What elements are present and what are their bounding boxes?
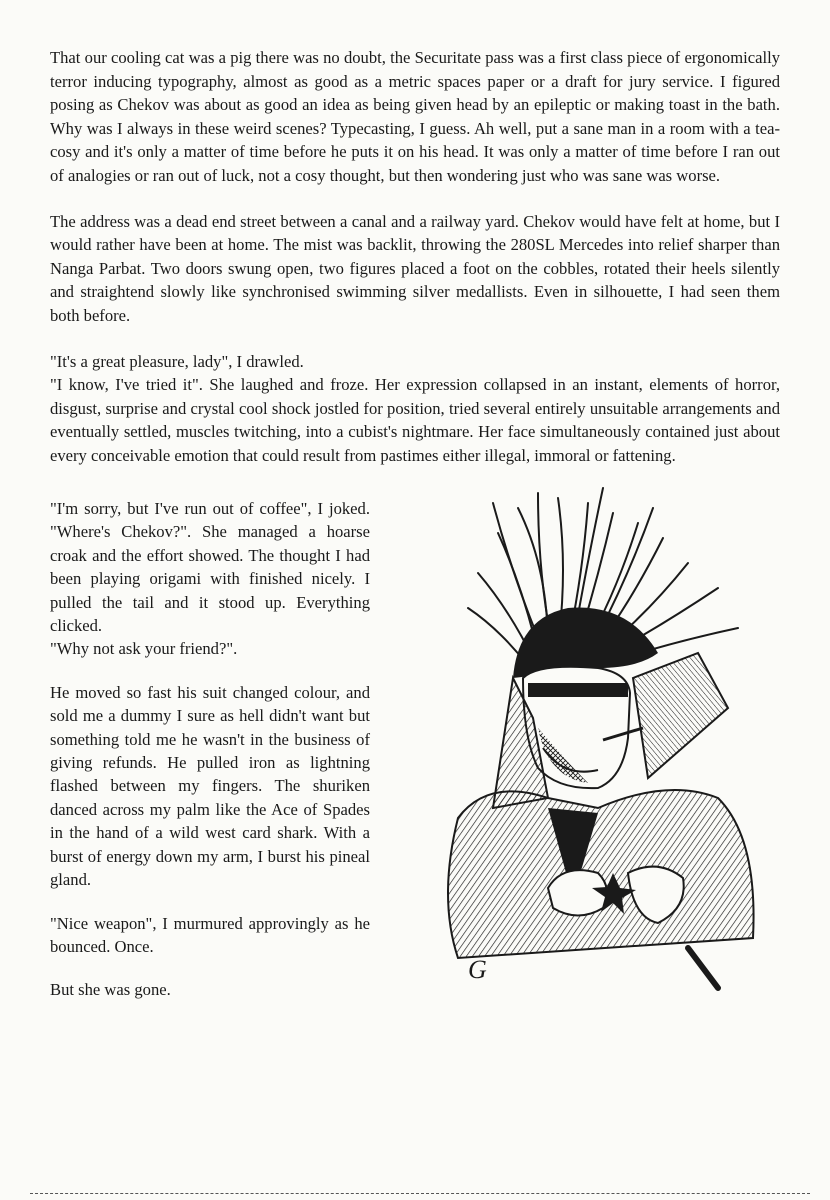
paragraph-4 (50, 497, 370, 661)
page-bottom-rule (30, 1193, 810, 1194)
left-hand (548, 870, 607, 915)
paragraph-4-line: "Why not ask your friend?". (50, 639, 238, 659)
dialogue-line-1: "It's a great pleasure, lady", I drawled. (50, 351, 304, 371)
paragraph-4-text: "I'm sorry, but I've run out of coffee", I joked. "Where's Chekov?". She managed a hoarse croak and the effort showed. The thought I had been playing origami with finished nicely. I pulled the tail and it stood up. Everything clicked. (50, 499, 370, 636)
collar-right (633, 653, 728, 778)
artist-signature: G (468, 955, 487, 984)
dialogue-block (50, 350, 780, 468)
paragraph-7: But she was gone. (50, 980, 171, 1000)
ink-illustration (398, 478, 778, 998)
story-text-column (50, 497, 370, 1022)
paragraph-5: He moved so fast his suit changed colour, and sold me a dummy I sure as hell didn't want but something told me he wasn't in the business of giving refunds. He pulled iron as lightning flashed between my fingers. The shuriken danced across my palm like the Ace of Spades in the hand of a wild west card shark. With a burst of energy down my arm, I burst his pineal gland. (50, 682, 370, 890)
illustration (398, 478, 778, 998)
paragraph-2: The address was a dead end street between a canal and a railway yard. Chekov would have felt at home, but I would rather have been at home. The mist was backlit, throwing the 280SL Mercedes into relief sharper than Nanga Parbat. Two doors swung open, two figures placed a foot on the cobbles, rotated their heels silently and straightend slowly like synchronised swimming silver medallists. Even in silhouette, I had seen them both before. (50, 211, 780, 325)
story-text-top (50, 46, 780, 490)
knife-handle (688, 948, 718, 988)
dialogue-line-2: "I know, I've tried it". She laughed and froze. Her expression collapsed in an instant, elements of horror, disgust, surprise and crystal cool shock jostled for position, tried several entirely unsuitable arrangements and eventually settled, muscles twitching, into a cubist's nightmare. Her face simultaneously contained just about every conceivable emotion that could result from pastimes either illegal, immoral or fattening. (50, 375, 780, 465)
sunglasses-band (528, 683, 628, 697)
coat-body (448, 790, 754, 958)
paragraph-6: "Nice weapon", I murmured approvingly as he bounced. Once. (50, 913, 370, 956)
paragraph-1: That our cooling cat was a pig there was no doubt, the Securitate pass was a first class piece of ergonomically terror inducing typography, almost as good as a metric spaces paper or a draft for jury service. I figured posing as Chekov was about as good an idea as being given head by an epileptic or making toast in the bath. Why was I always in these weird scenes? Typecasting, I guess. Ah well, put a sane man in a room with a tea-cosy and it's only a matter of time before he puts it on his head. It was only a matter of time before I ran out of analogies or ran out of luck, not a cosy thought, but then wondering just who was sane was worse. (50, 48, 780, 185)
